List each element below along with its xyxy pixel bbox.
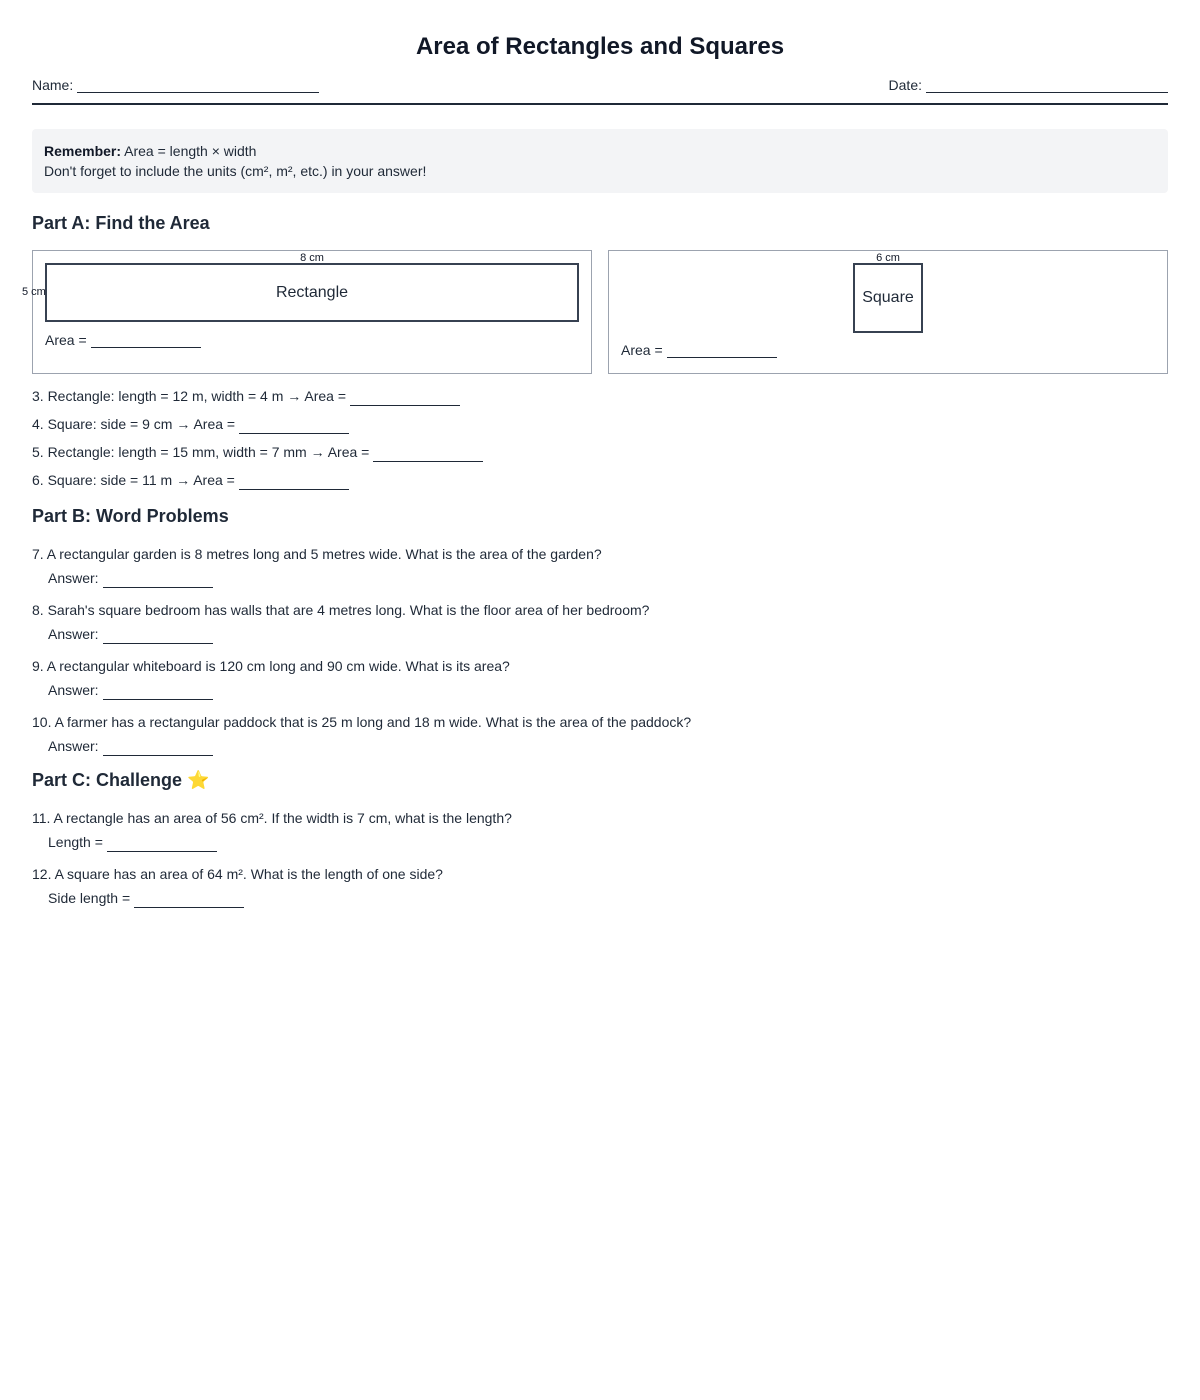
answer-line [32,736,1168,756]
part-c-heading [32,768,1168,792]
name-blank[interactable] [77,76,319,93]
answer-label: Answer: [48,738,99,754]
remember-units-note: Don't forget to include the units (cm², m², etc.) in your answer! [44,163,427,179]
star-icon: ⭐ [187,770,210,790]
square-area-line [621,341,777,358]
square-area-label: Area = [621,342,663,358]
question-text: 3. Rectangle: length = 12 m, width = 4 m → Area = [32,388,347,404]
rectangle-shape [45,263,579,322]
square-area-blank[interactable] [667,341,777,358]
question-text: 8. Sarah's square bedroom has walls that are 4 metres long. What is the floor area of her bedroom? [32,602,650,618]
question-3 [32,386,1168,406]
question-7 [32,544,1168,588]
question-11 [32,808,1168,852]
answer-line [32,680,1168,700]
question-text: 6. Square: side = 11 m → Area = [32,472,235,488]
square-label: Square [862,289,914,306]
answer-label: Answer: [48,570,99,586]
question-12 [32,864,1168,908]
answer-blank[interactable] [103,571,213,588]
date-blank[interactable] [926,76,1168,93]
answer-blank[interactable] [239,473,349,490]
answer-label: Length = [48,834,103,850]
part-b-heading: Part B: Word Problems [32,506,229,526]
question-text: 5. Rectangle: length = 15 mm, width = 7 mm → Area = [32,444,370,460]
answer-line [32,624,1168,644]
answer-line [32,832,1168,852]
part-a-question-list [32,386,1168,490]
date-field [889,76,1168,93]
shapes-row [22,250,1168,374]
answer-label: Answer: [48,682,99,698]
rectangle-box [22,250,592,374]
name-field [32,76,319,93]
remember-label: Remember: [44,143,122,159]
answer-label: Side length = [48,890,131,906]
question-9 [32,656,1168,700]
answer-blank[interactable] [350,389,460,406]
part-c-heading-text: Part C: Challenge [32,770,183,790]
rectangle-length-label: 8 cm [300,252,324,264]
square-side-label: 6 cm [876,252,900,264]
page-title: Area of Rectangles and Squares [415,33,785,60]
remember-box [32,129,1168,193]
name-label: Name: [32,77,74,93]
rectangle-area-line [45,331,201,348]
answer-line [32,568,1168,588]
header-row [32,76,1168,105]
rectangle-width-label: 5 cm [22,286,46,298]
remember-formula: Area = length × width [121,143,257,159]
question-text: 12. A square has an area of 64 m². What is the length of one side? [32,866,443,882]
answer-line [32,888,1168,908]
answer-blank[interactable] [103,627,213,644]
question-text: 10. A farmer has a rectangular paddock that is 25 m long and 18 m wide. What is the area of the paddock? [32,714,692,730]
part-c-question-list [32,808,1168,908]
rectangle-area-blank[interactable] [91,331,201,348]
answer-label: Answer: [48,626,99,642]
question-8 [32,600,1168,644]
part-b-question-list [32,544,1168,756]
square-box [608,250,1168,374]
answer-blank[interactable] [103,683,213,700]
square-shape [853,263,923,333]
answer-blank[interactable] [103,739,213,756]
date-label: Date: [888,77,922,93]
question-text: 7. A rectangular garden is 8 metres long and 5 metres wide. What is the area of the garden? [32,546,602,562]
answer-blank[interactable] [134,891,244,908]
rectangle-area-label: Area = [45,332,87,348]
part-a-heading: Part A: Find the Area [32,213,210,233]
remember-formula-line [44,141,1156,161]
question-6 [32,470,1168,490]
question-5 [32,442,1168,462]
question-text: 9. A rectangular whiteboard is 120 cm long and 90 cm wide. What is its area? [32,658,510,674]
answer-blank[interactable] [107,835,217,852]
question-text: 4. Square: side = 9 cm → Area = [32,416,236,432]
question-text: 11. A rectangle has an area of 56 cm². If the width is 7 cm, what is the length? [32,810,512,826]
question-4 [32,414,1168,434]
answer-blank[interactable] [239,417,349,434]
answer-blank[interactable] [373,445,483,462]
question-10 [32,712,1168,756]
rectangle-label: Rectangle [275,283,349,301]
